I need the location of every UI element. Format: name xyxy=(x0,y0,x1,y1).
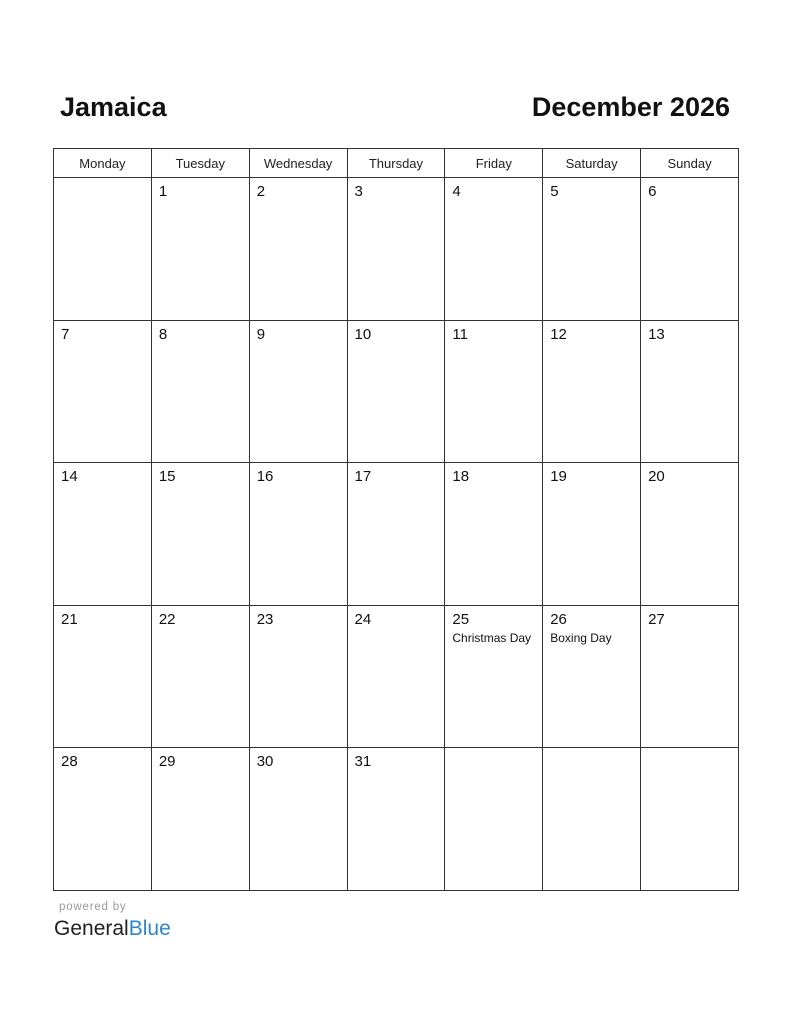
day-number: 6 xyxy=(648,183,657,200)
day-cell xyxy=(641,178,739,321)
day-number: 24 xyxy=(354,610,372,628)
day-number: 10 xyxy=(354,325,372,343)
day-number: 7 xyxy=(61,325,70,343)
day-cell xyxy=(54,320,152,463)
weekday-header: Wednesday xyxy=(249,149,347,178)
day-cell xyxy=(641,748,739,891)
day-number: 15 xyxy=(158,468,176,486)
day-number: 3 xyxy=(354,183,363,200)
day-number: 19 xyxy=(550,468,567,486)
day-number: 8 xyxy=(158,325,168,343)
generalblue-logo[interactable] xyxy=(54,916,171,942)
day-cell xyxy=(54,748,152,891)
day-cell xyxy=(445,178,543,321)
day-number: 5 xyxy=(550,183,559,200)
day-cell xyxy=(445,463,543,606)
brand-blue-text: Blue xyxy=(128,917,171,940)
day-cell xyxy=(347,463,445,606)
day-cell xyxy=(151,605,249,748)
day-cell xyxy=(445,320,543,463)
day-cell xyxy=(249,463,347,606)
holiday-label: Christmas Day xyxy=(452,630,532,645)
day-cell xyxy=(54,605,152,748)
day-cell xyxy=(445,748,543,891)
week-row xyxy=(54,463,739,606)
day-number: 22 xyxy=(158,610,176,628)
week-row xyxy=(54,178,739,321)
country-title: Jamaica xyxy=(60,92,167,122)
day-number: 31 xyxy=(354,753,372,771)
day-number: 28 xyxy=(61,753,78,771)
day-cell xyxy=(249,605,347,748)
day-cell xyxy=(151,463,249,606)
week-row xyxy=(54,320,739,463)
day-number: 26 xyxy=(550,610,567,628)
day-cell xyxy=(543,748,641,891)
day-cell xyxy=(641,320,739,463)
day-number: 20 xyxy=(648,468,665,486)
day-number: 29 xyxy=(158,753,176,771)
day-cell xyxy=(641,605,739,748)
day-number: 25 xyxy=(452,610,470,628)
day-number: 30 xyxy=(256,753,274,771)
day-number: 2 xyxy=(256,183,266,200)
day-cell xyxy=(543,605,641,748)
month-year-title: December 2026 xyxy=(531,92,730,122)
day-cell xyxy=(249,178,347,321)
weekday-header: Saturday xyxy=(543,149,641,178)
week-row xyxy=(54,605,739,748)
day-cell xyxy=(347,748,445,891)
day-cell xyxy=(151,320,249,463)
day-number: 1 xyxy=(158,183,168,200)
day-cell xyxy=(54,463,152,606)
day-number: 13 xyxy=(648,325,665,343)
weekday-header: Thursday xyxy=(347,149,445,178)
day-cell xyxy=(347,178,445,321)
brand-general-text: General xyxy=(54,917,129,940)
day-number: 12 xyxy=(550,325,567,343)
day-cell xyxy=(54,178,152,321)
day-number: 27 xyxy=(648,610,665,628)
weekday-header-row xyxy=(54,149,739,178)
day-number: 11 xyxy=(452,325,468,343)
day-cell xyxy=(151,178,249,321)
day-cell xyxy=(249,748,347,891)
weekday-header: Monday xyxy=(54,149,152,178)
day-cell xyxy=(445,605,543,748)
day-number: 14 xyxy=(61,468,78,486)
weekday-header: Tuesday xyxy=(151,149,249,178)
weekday-header: Sunday xyxy=(641,149,739,178)
powered-by-text: powered by xyxy=(59,901,127,913)
weekday-header: Friday xyxy=(445,149,543,178)
day-number: 18 xyxy=(452,468,470,486)
day-cell xyxy=(543,320,641,463)
day-number: 16 xyxy=(256,468,274,486)
day-cell xyxy=(151,748,249,891)
day-cell xyxy=(249,320,347,463)
day-cell xyxy=(543,463,641,606)
day-number: 4 xyxy=(452,183,461,200)
day-cell xyxy=(347,320,445,463)
day-number: 21 xyxy=(61,610,78,628)
day-cell xyxy=(543,178,641,321)
calendar-grid xyxy=(53,148,739,891)
day-number: 17 xyxy=(354,468,372,486)
day-cell xyxy=(347,605,445,748)
day-number: 9 xyxy=(256,325,266,343)
week-row xyxy=(54,748,739,891)
holiday-label: Boxing Day xyxy=(550,630,612,645)
day-cell xyxy=(641,463,739,606)
day-number: 23 xyxy=(256,610,274,628)
